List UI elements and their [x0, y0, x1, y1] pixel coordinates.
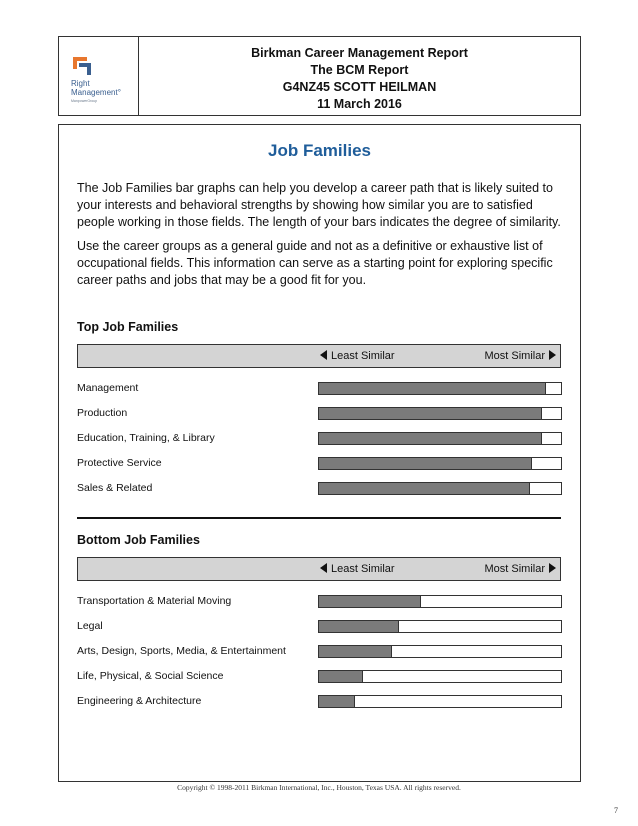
job-family-label: Legal	[77, 620, 103, 632]
similarity-bar-track	[318, 482, 562, 495]
similarity-bar-fill	[319, 483, 530, 494]
most-similar-text: Most Similar	[484, 563, 545, 575]
copyright-footer: Copyright © 1998-2011 Birkman International, Inc., Houston, Texas USA. All rights reserved.	[177, 783, 461, 792]
report-date: 11 March 2016	[317, 97, 402, 111]
page-number: 7	[614, 806, 618, 815]
job-family-label: Engineering & Architecture	[77, 695, 202, 707]
job-family-label: Sales & Related	[77, 482, 153, 494]
similarity-bar-fill	[319, 383, 546, 394]
similarity-bar-fill	[319, 408, 542, 419]
least-similar-text: Least Similar	[331, 563, 395, 575]
similarity-bar-track	[318, 595, 562, 608]
top-job-families-heading: Top Job Families	[77, 320, 179, 334]
top-scale-header	[77, 344, 561, 368]
report-header	[58, 36, 581, 116]
page-title: Job Families	[268, 141, 371, 160]
logo-subtext: ManpowerGroup	[71, 99, 98, 103]
similarity-bar-track	[318, 620, 562, 633]
person-id: G4NZ45 SCOTT HEILMAN	[282, 80, 437, 94]
arrow-right-icon	[549, 350, 556, 360]
job-family-label: Arts, Design, Sports, Media, & Entertainment	[77, 645, 286, 657]
job-family-label: Protective Service	[77, 457, 162, 469]
report-name: Birkman Career Management Report	[251, 46, 468, 60]
least-similar-text: Least Similar	[331, 350, 395, 362]
similarity-bar-fill	[319, 646, 392, 657]
most-similar-text: Most Similar	[484, 350, 545, 362]
similarity-bar-fill	[319, 433, 542, 444]
header-text	[139, 45, 580, 113]
similarity-bar-track	[318, 407, 562, 420]
logo-text	[71, 79, 121, 97]
similarity-bar-track	[318, 382, 562, 395]
bottom-scale-header	[77, 557, 561, 581]
intro-paragraph-2: Use the career groups as a general guide and not as a definitive or exhaustive list of occupational fields. This information can serve as a starting point for exploring specific career paths and jobs that may be a good fit for you.	[77, 239, 553, 287]
job-family-label: Life, Physical, & Social Science	[77, 670, 224, 682]
similarity-bar-fill	[319, 596, 421, 607]
job-family-label: Transportation & Material Moving	[77, 595, 232, 607]
most-similar-label	[484, 350, 556, 362]
logo-line-1: Right	[71, 79, 90, 88]
logo-cell	[59, 37, 139, 115]
bottom-job-families-heading: Bottom Job Families	[77, 533, 200, 547]
least-similar-label	[320, 563, 395, 575]
logo-line-2: Management°	[71, 88, 121, 97]
job-family-label: Education, Training, & Library	[77, 432, 215, 444]
similarity-bar-track	[318, 670, 562, 683]
job-family-label: Management	[77, 382, 139, 394]
similarity-bar-track	[318, 432, 562, 445]
similarity-bar-fill	[319, 458, 532, 469]
section-divider	[77, 517, 561, 519]
job-family-label: Production	[77, 407, 128, 419]
report-subtitle: The BCM Report	[310, 63, 409, 77]
similarity-bar-track	[318, 645, 562, 658]
similarity-bar-fill	[319, 696, 355, 707]
least-similar-label	[320, 350, 395, 362]
arrow-right-icon	[549, 563, 556, 573]
similarity-bar-track	[318, 457, 562, 470]
similarity-bar-fill	[319, 671, 363, 682]
intro-paragraph-1: The Job Families bar graphs can help you develop a career path that is likely suited to your interests and behavioral strengths by showing how similar you are to satisfied people working in those fields. The length of your bars indicates the degree of similarity.	[77, 181, 561, 229]
most-similar-label	[484, 563, 556, 575]
right-management-logo-icon	[71, 55, 93, 77]
similarity-bar-fill	[319, 621, 399, 632]
arrow-left-icon	[320, 350, 327, 360]
arrow-left-icon	[320, 563, 327, 573]
similarity-bar-track	[318, 695, 562, 708]
